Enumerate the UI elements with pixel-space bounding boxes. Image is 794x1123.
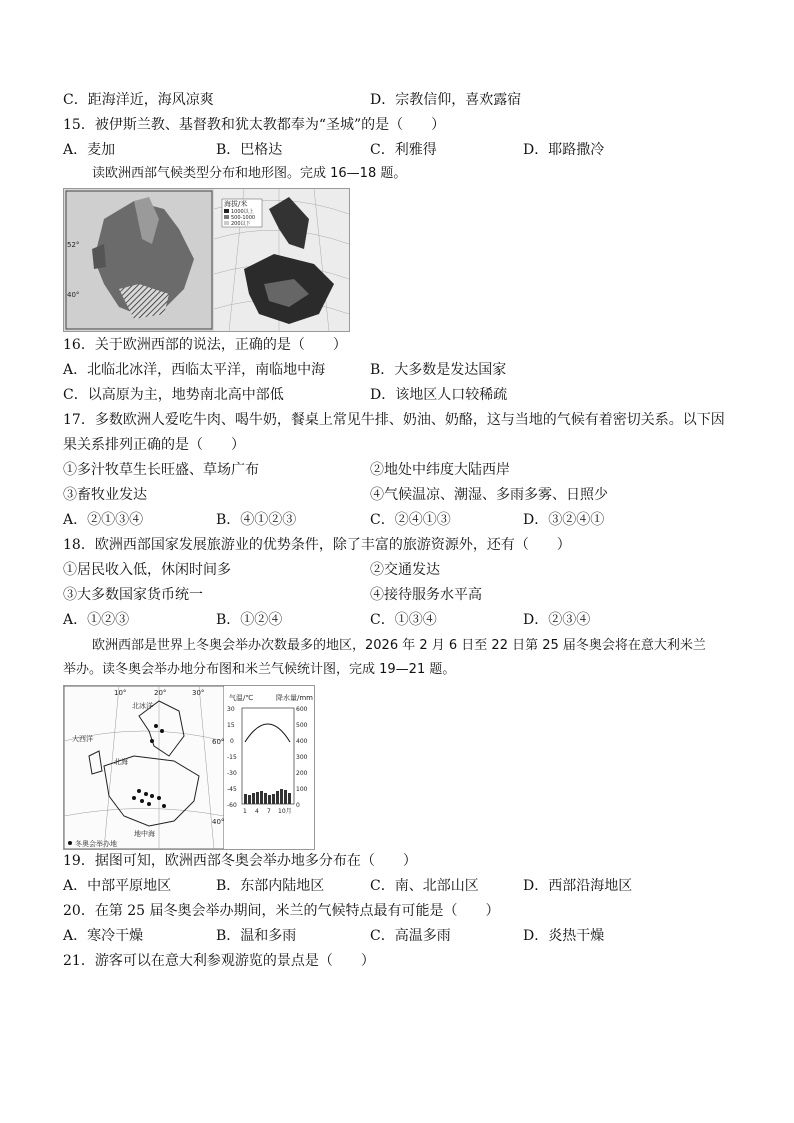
lat-40-label-2: 40° [212,818,225,826]
q16-stem: 16．关于欧洲西部的说法，正确的是（ ） [63,337,347,353]
svg-text:0: 0 [230,738,234,745]
q18-option-d: D．②③④ [523,612,591,628]
svg-text:400: 400 [296,738,308,745]
terrain-legend-3: 200以下 [231,221,251,227]
q19-option-b: B．东部内陆地区 [216,878,325,894]
sea-label-atlantic: 大西洋 [72,735,93,743]
q14-option-c: C．距海洋近，海风凉爽 [63,92,214,108]
q20-option-c: C．高温多雨 [370,928,451,944]
svg-text:-45: -45 [227,786,237,793]
svg-text:15: 15 [227,722,235,729]
svg-text:1: 1 [243,808,247,815]
olympics-legend: 冬奥会举办地 [75,840,117,848]
terrain-legend-1: 1000以上 [231,209,254,215]
svg-text:300: 300 [296,754,308,761]
svg-text:7: 7 [267,808,271,815]
lon-20-label: 20° [154,689,167,697]
q18-item-3: ③大多数国家货币统一 [63,587,203,603]
q18-stem: 18．欧洲西部国家发展旅游业的优势条件，除了丰富的旅游资源外，还有（ ） [63,537,571,553]
intro-19-21-line2: 举办。读冬奥会举办地分布图和米兰气候统计图，完成 19—21 题。 [63,662,456,677]
terrain-legend-2: 500-1000 [231,215,256,221]
q18-item-4: ④接待服务水平高 [370,587,482,603]
q17-option-d: D．③②④① [523,512,605,528]
q16-option-d: D．该地区人口较稀疏 [370,387,508,403]
q20-stem: 20．在第 25 届冬奥会举办期间，米兰的气候特点最有可能是（ ） [63,903,500,919]
q19-option-d: D．西部沿海地区 [523,878,633,894]
q17-stem-line2: 果关系排列正确的是（ ） [63,437,245,453]
q15-option-d: D．耶路撒冷 [523,142,605,158]
q16-option-a: A．北临北冰洋，西临太平洋，南临地中海 [63,362,326,378]
svg-text:0: 0 [296,802,300,809]
q17-item-3: ③畜牧业发达 [63,487,147,503]
climate-temp-axis-label: 气温/℃ [229,694,254,702]
q15-option-b: B．巴格达 [216,142,283,158]
svg-text:-30: -30 [227,770,237,777]
q17-option-c: C．②④①③ [370,512,451,528]
lat-60-label: 60° [212,738,225,746]
lat-52-label: 52° [67,241,80,249]
q14-option-d: D．宗教信仰，喜欢露宿 [370,92,522,108]
q18-item-1: ①居民收入低，休闲时间多 [63,562,231,578]
q19-stem: 19．据图可知，欧洲西部冬奥会举办地多分布在（ ） [63,853,417,869]
europe-climate-terrain-figure [63,188,350,332]
intro-19-21-line1: 欧洲西部是世界上冬奥会举办次数最多的地区，2026 年 2 月 6 日至 22 日第 25 届冬奥会将在意大利米兰 [92,638,706,653]
q17-option-a: A．②①③④ [63,512,144,528]
q17-option-b: B．④①②③ [216,512,297,528]
svg-text:30: 30 [227,706,235,713]
svg-text:-60: -60 [227,802,237,809]
q21-stem: 21．游客可以在意大利参观游览的景点是（ ） [63,953,375,969]
svg-text:500: 500 [296,722,308,729]
q17-item-2: ②地处中纬度大陆西岸 [370,462,510,478]
q18-option-a: A．①②③ [63,612,130,628]
q18-option-c: C．①③④ [370,612,437,628]
svg-text:100: 100 [296,786,308,793]
sea-label-arctic: 北冰洋 [132,702,153,710]
q20-option-b: B．温和多雨 [216,928,297,944]
q15-option-c: C．利雅得 [370,142,437,158]
q17-item-4: ④气候温凉、潮湿、多雨多雾、日照少 [370,487,608,503]
svg-text:10月: 10月 [278,808,292,815]
sea-label-mediterranean: 地中海 [134,830,155,838]
svg-text:200: 200 [296,770,308,777]
q19-option-c: C．南、北部山区 [370,878,479,894]
lon-10-label: 10° [114,689,127,697]
q16-option-b: B．大多数是发达国家 [370,362,507,378]
q15-option-a: A．麦加 [63,142,116,158]
sea-label-north-sea: 北海 [114,758,128,766]
svg-text:600: 600 [296,706,308,713]
q16-option-c: C．以高原为主，地势南北高中部低 [63,387,284,403]
q17-item-1: ①多汁牧草生长旺盛、草场广布 [63,462,259,478]
q17-stem-line1: 17．多数欧洲人爱吃牛肉、喝牛奶，餐桌上常见牛排、奶油、奶酪，这与当地的气候有着密切关系。以下因 [63,412,725,428]
lon-30-label: 30° [192,689,205,697]
winter-olympics-map-climate-figure [63,685,315,850]
intro-16-18: 读欧洲西部气候类型分布和地形图。完成 16—18 题。 [92,166,407,181]
terrain-legend-title: 海拔/米 [224,200,248,208]
svg-text:4: 4 [255,808,259,815]
q15-stem: 15．被伊斯兰教、基督教和犹太教都奉为“圣城”的是（ ） [63,117,446,133]
lat-40-label: 40° [67,291,80,299]
q18-option-b: B．①②④ [216,612,283,628]
q20-option-a: A．寒冷干燥 [63,928,144,944]
svg-text:-15: -15 [227,754,237,761]
q20-option-d: D．炎热干燥 [523,928,605,944]
climate-precip-axis-label: 降水量/mm [276,694,313,702]
q18-item-2: ②交通发达 [370,562,440,578]
q19-option-a: A．中部平原地区 [63,878,172,894]
